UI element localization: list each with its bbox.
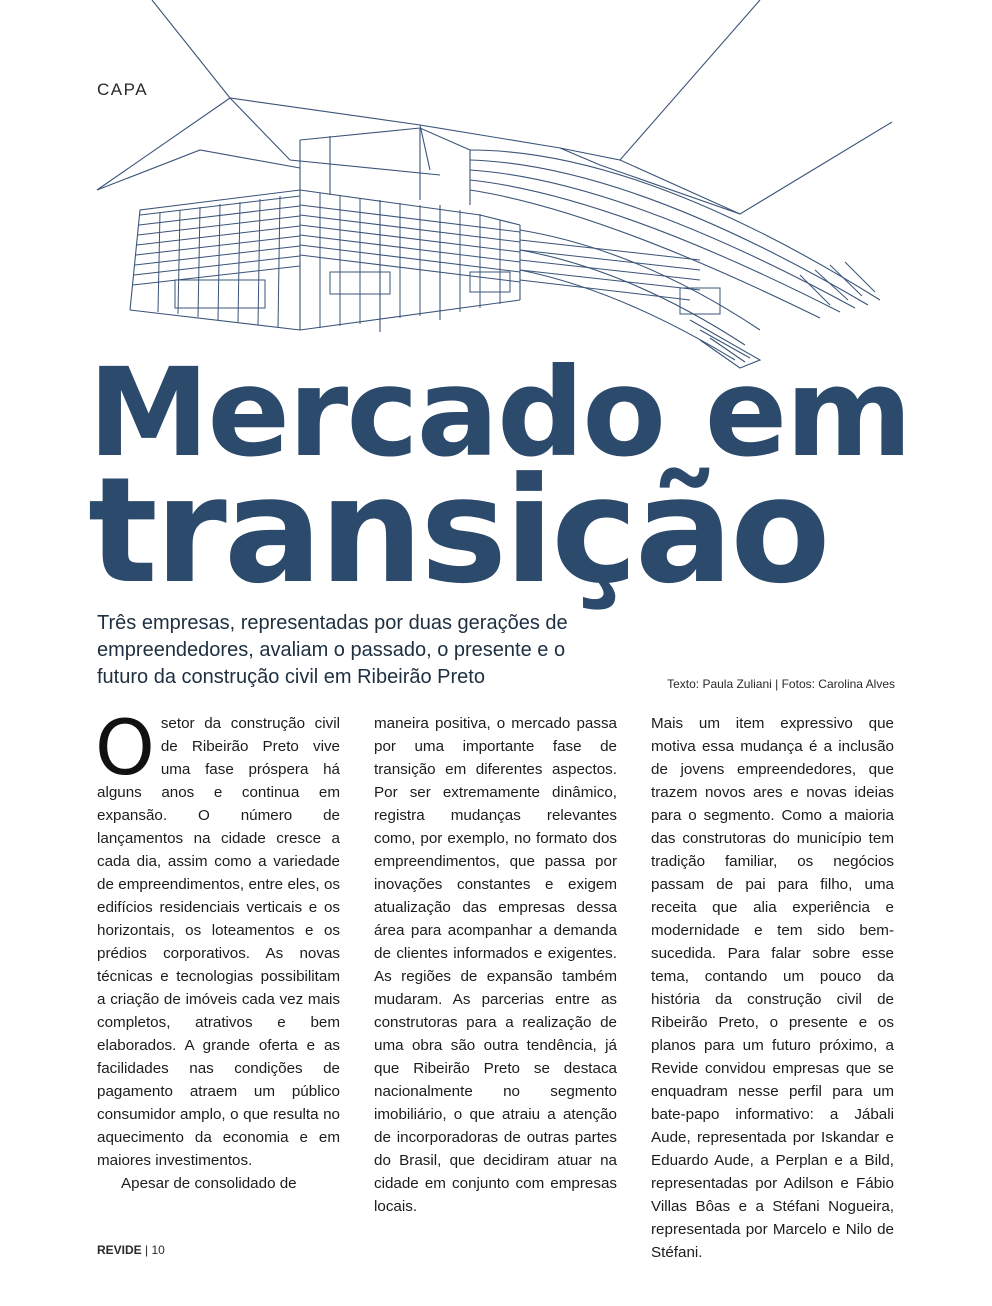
paragraph-1-text: setor da construção civil de Ribeirão Preto vive uma fase próspera há alguns anos e continua em expansão. O número de lançamentos na cidade cresce a cada dia, assim como a variedade de empreendimentos, entre eles, os edifícios residenciais verticais e os horizontais, os loteamentos e os prédios corporativos. As novas técnicas e tecnologias possibilitam a criação de imóveis cada vez mais completos, atrativos e bem elaborados. A grande oferta e as facilidades nas condições de pagamento atraem um público consumidor amplo, o que resulta no aquecimento da economia e em maiores investimentos. [97, 715, 340, 1169]
subtitle-deck: Três empresas, representadas por duas gerações de empreendedores, avaliam o passado, o presente e o futuro da construção civil em Ribeirão Preto [97, 612, 568, 688]
body-column-2 [374, 712, 617, 1218]
article-credits: Texto: Paula Zuliani | Fotos: Carolina Alves [667, 677, 895, 691]
page-footer [97, 1243, 165, 1257]
headline-line-2: transição [88, 446, 828, 616]
drop-cap: O [95, 703, 155, 792]
building-wireframe-illustration [0, 0, 992, 380]
headline-line-1: Mercado em [88, 342, 911, 484]
paragraph-1 [95, 703, 340, 1172]
body-column-3 [651, 712, 894, 1264]
body-column-1 [95, 703, 340, 1195]
paragraph-3: Mais um item expressivo que motiva essa mudança é a inclusão de jovens empreendedores, que trazem novos ares e novas ideias para o segmento. Como a maioria das construtoras do município tem tradição familiar, os negócios passam de pai para filho, uma receita que alia experiência e modernidade e tem sido bem-sucedida. Para falar sobre esse tema, contando um pouco da história da construção civil de Ribeirão Preto, o presente e os planos para um futuro próximo, a Revide convidou empresas que se enquadram nesse perfil para um bate-papo informativo: a Jábali Aude, representada por Iskandar e Eduardo Aude, a Perplan e a Bild, representadas por Adilson e Fábio Villas Bôas e a Stéfani Nogueira, representada por Marcelo e Nilo de Stéfani. [651, 715, 894, 1261]
section-label: CAPA [97, 80, 149, 99]
paragraph-2: maneira positiva, o mercado passa por uma importante fase de transição em diferentes aspectos. Por ser extremamente dinâmico, registra mudanças relevantes como, por exemplo, no formato dos empreendimentos, que passa por inovações constantes e exigem atualização das empresas dessa área para acompanhar a demanda de clientes informados e exigentes. As regiões de expansão também mudaram. As parcerias entre as construtoras para a realização de uma obra são outra tendência, já que Ribeirão Preto se destaca nacionalmente no segmento imobiliário, o que atraiu a atenção de incorporadoras de outras partes do Brasil, que decidiram atuar na cidade em conjunto com empresas locais. [374, 715, 617, 1215]
footer-page-number: 10 [151, 1243, 165, 1257]
footer-magazine-name: REVIDE [97, 1243, 142, 1257]
footer-separator: | [145, 1243, 149, 1257]
paragraph-2-start: Apesar de consolidado de [121, 1175, 297, 1192]
